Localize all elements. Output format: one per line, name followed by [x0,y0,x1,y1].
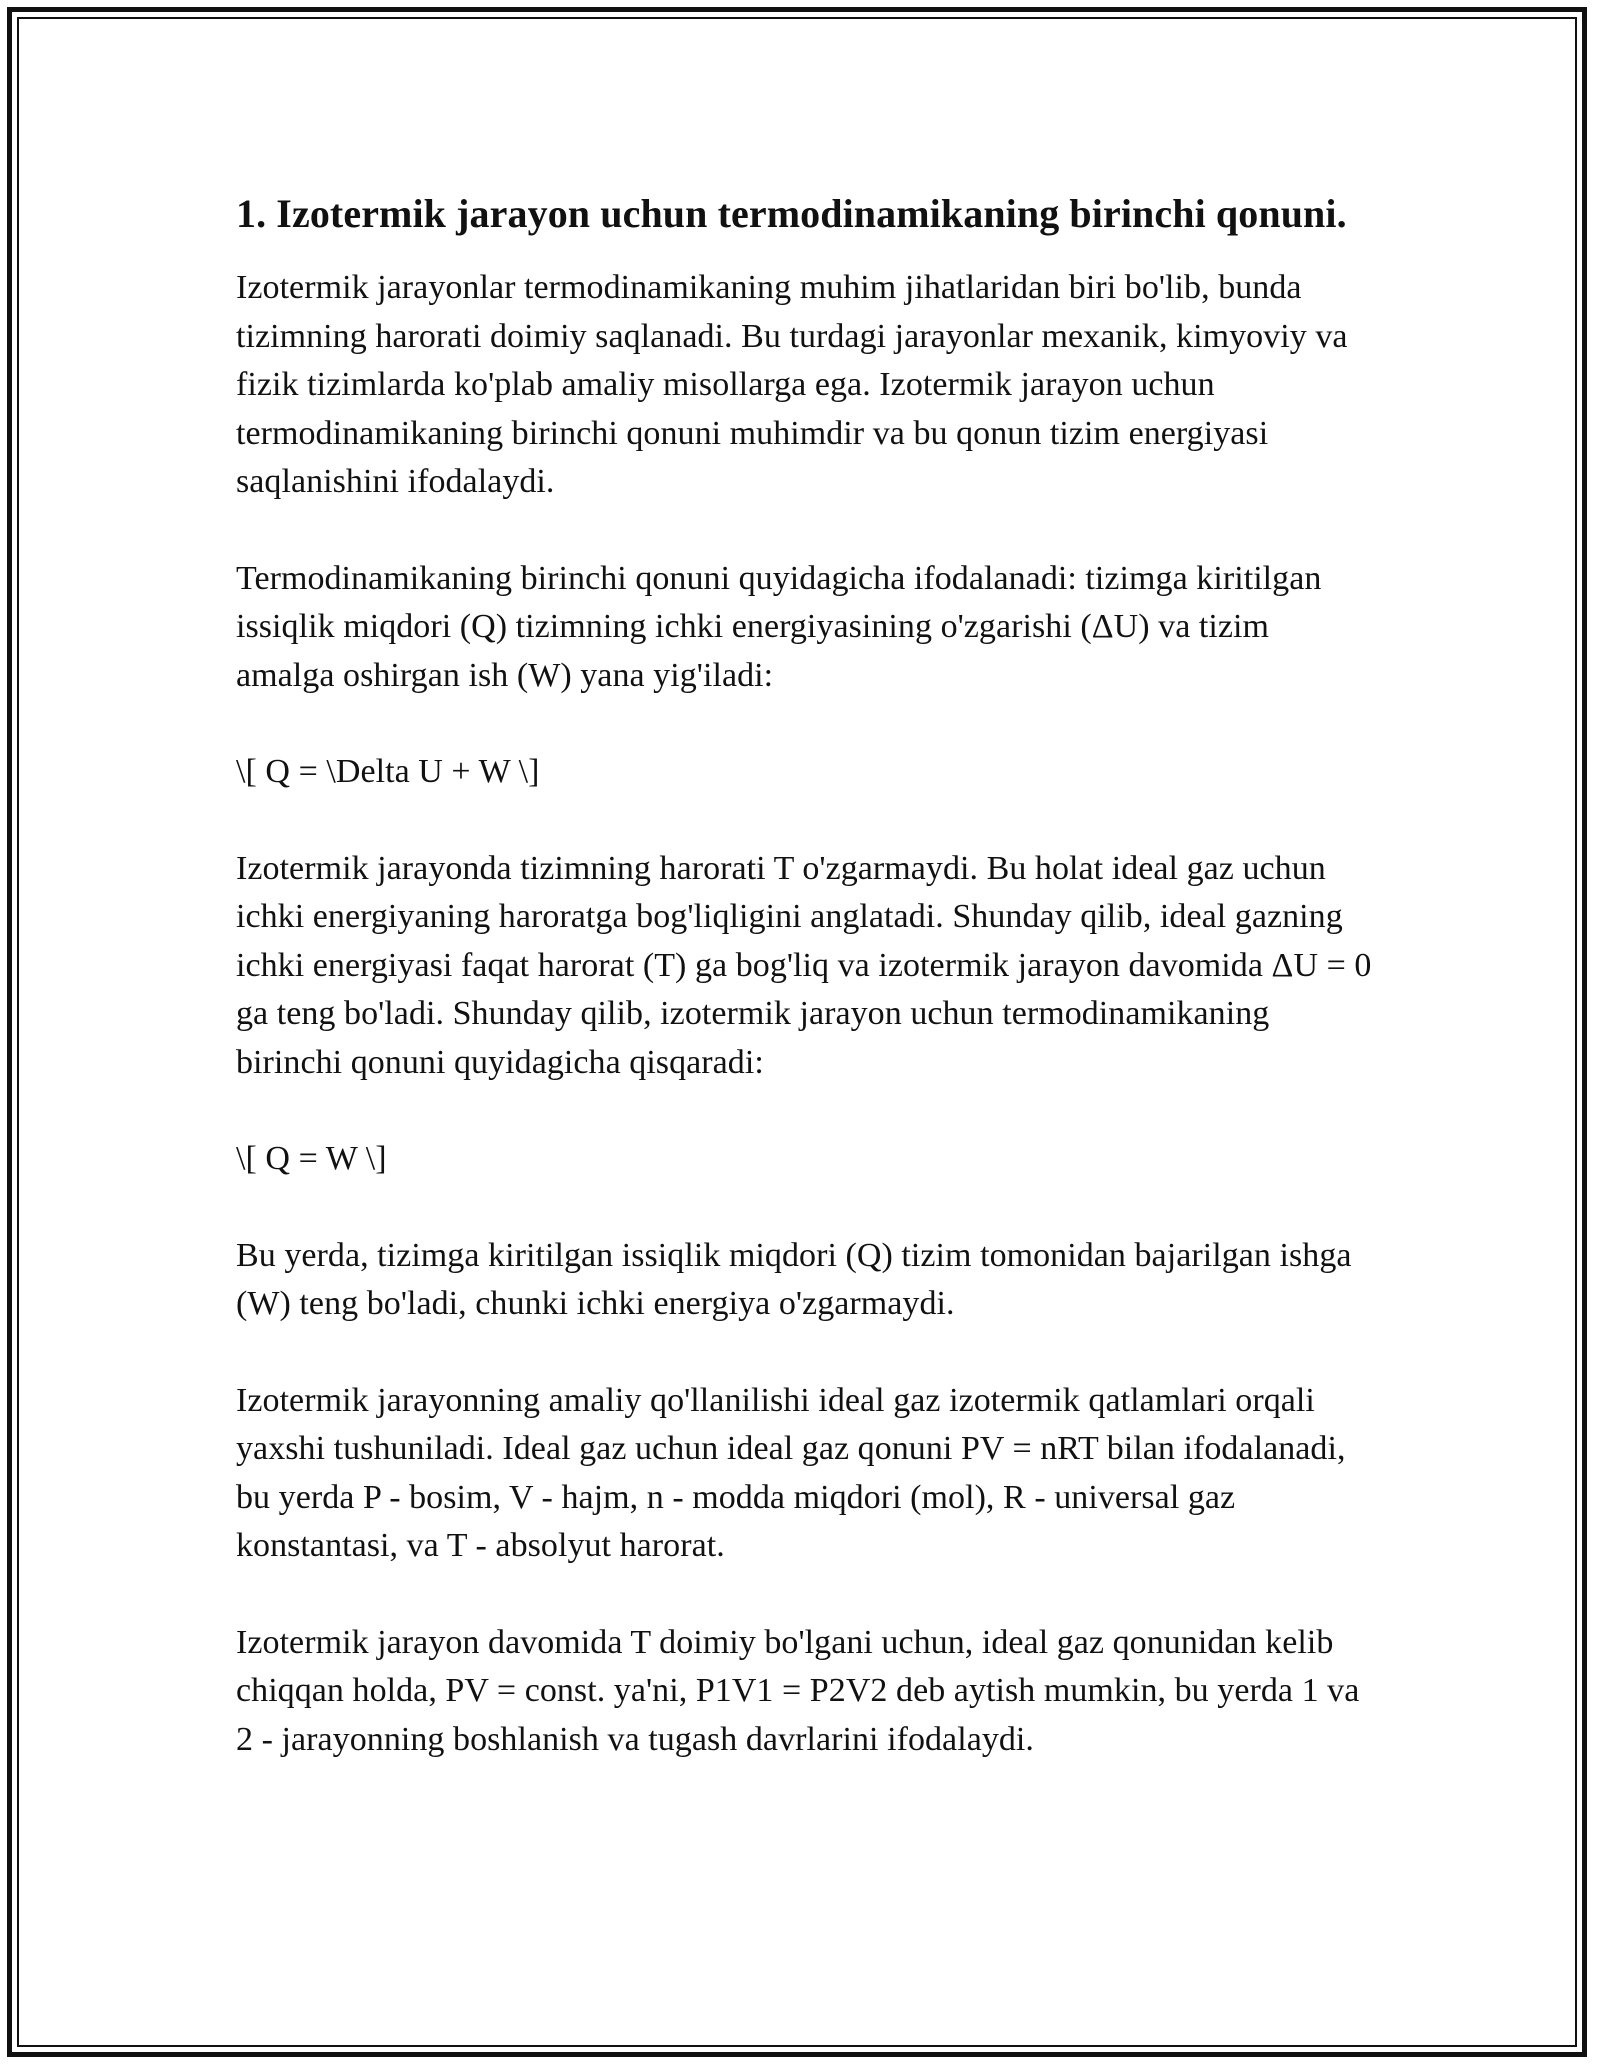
document-body [236,186,1376,1812]
paragraph-conclusion: Izotermik jarayon davomida T doimiy bo'lgani uchun, ideal gaz qonunidan kelib chiqqan holda, PV = const. ya'ni, P1V1 = P2V2 deb aytish mumkin, bu yerda 1 va 2 - jarayonning boshlanish va tugash davrlarini ifodalaydi. [236,1623,1360,1758]
paragraph-explanation: Bu yerda, tizimga kiritilgan issiqlik miqdori (Q) tizim tomonidan bajarilgan ishga (W) teng bo'ladi, chunki ichki energiya o'zgarmaydi. [236,1236,1352,1322]
paragraph-intro: Izotermik jarayonlar termodinamikaning muhim jihatlaridan biri bo'lib, bunda tizimning harorati doimiy saqlanadi. Bu turdagi jarayonlar mexanik, kimyoviy va fizik tizimlarda ko'plab amaliy misollarga ega. Izotermik jarayon uchun termodinamikaning birinchi qonuni muhimdir va bu qonun tizim energiyasi saqlanishini ifodalaydi. [236,269,1348,500]
paragraph-first-law: Termodinamikaning birinchi qonuni quyidagicha ifodalanadi: tizimga kiritilgan issiqlik miqdori (Q) tizimning ichki energiyasining o'zgarishi (ΔU) va tizim amalga oshirgan ish (W) yana yig'iladi: [236,559,1322,694]
paragraph-ideal-gas: Izotermik jarayonning amaliy qo'llanilishi ideal gaz izotermik qatlamlari orqali yaxshi tushuniladi. Ideal gaz uchun ideal gaz qonuni PV = nRT bilan ifodalanadi, bu yerda P - bosim, V - hajm, n - modda miqdori (mol), R - universal gaz konstantasi, va T - absolyut harorat. [236,1381,1346,1564]
paragraph-isothermal: Izotermik jarayonda tizimning harorati T o'zgarmaydi. Bu holat ideal gaz uchun ichki energiyaning haroratga bog'liqligini anglatadi. Shunday qilib, ideal gazning ichki energiyasi faqat harorat (T) ga bog'liq va izotermik jarayon davomida ΔU = 0 ga teng bo'ladi. Shunday qilib, izotermik jarayon uchun termodinamikaning birinchi qonuni quyidagicha qisqaradi: [236,849,1372,1081]
section-title: 1. Izotermik jarayon uchun termodinamikaning birinchi qonuni. [236,191,1347,236]
formula-first-law: \[ Q = \Delta U + W \] [236,753,540,790]
formula-q-equals-w: \[ Q = W \] [236,1140,387,1177]
